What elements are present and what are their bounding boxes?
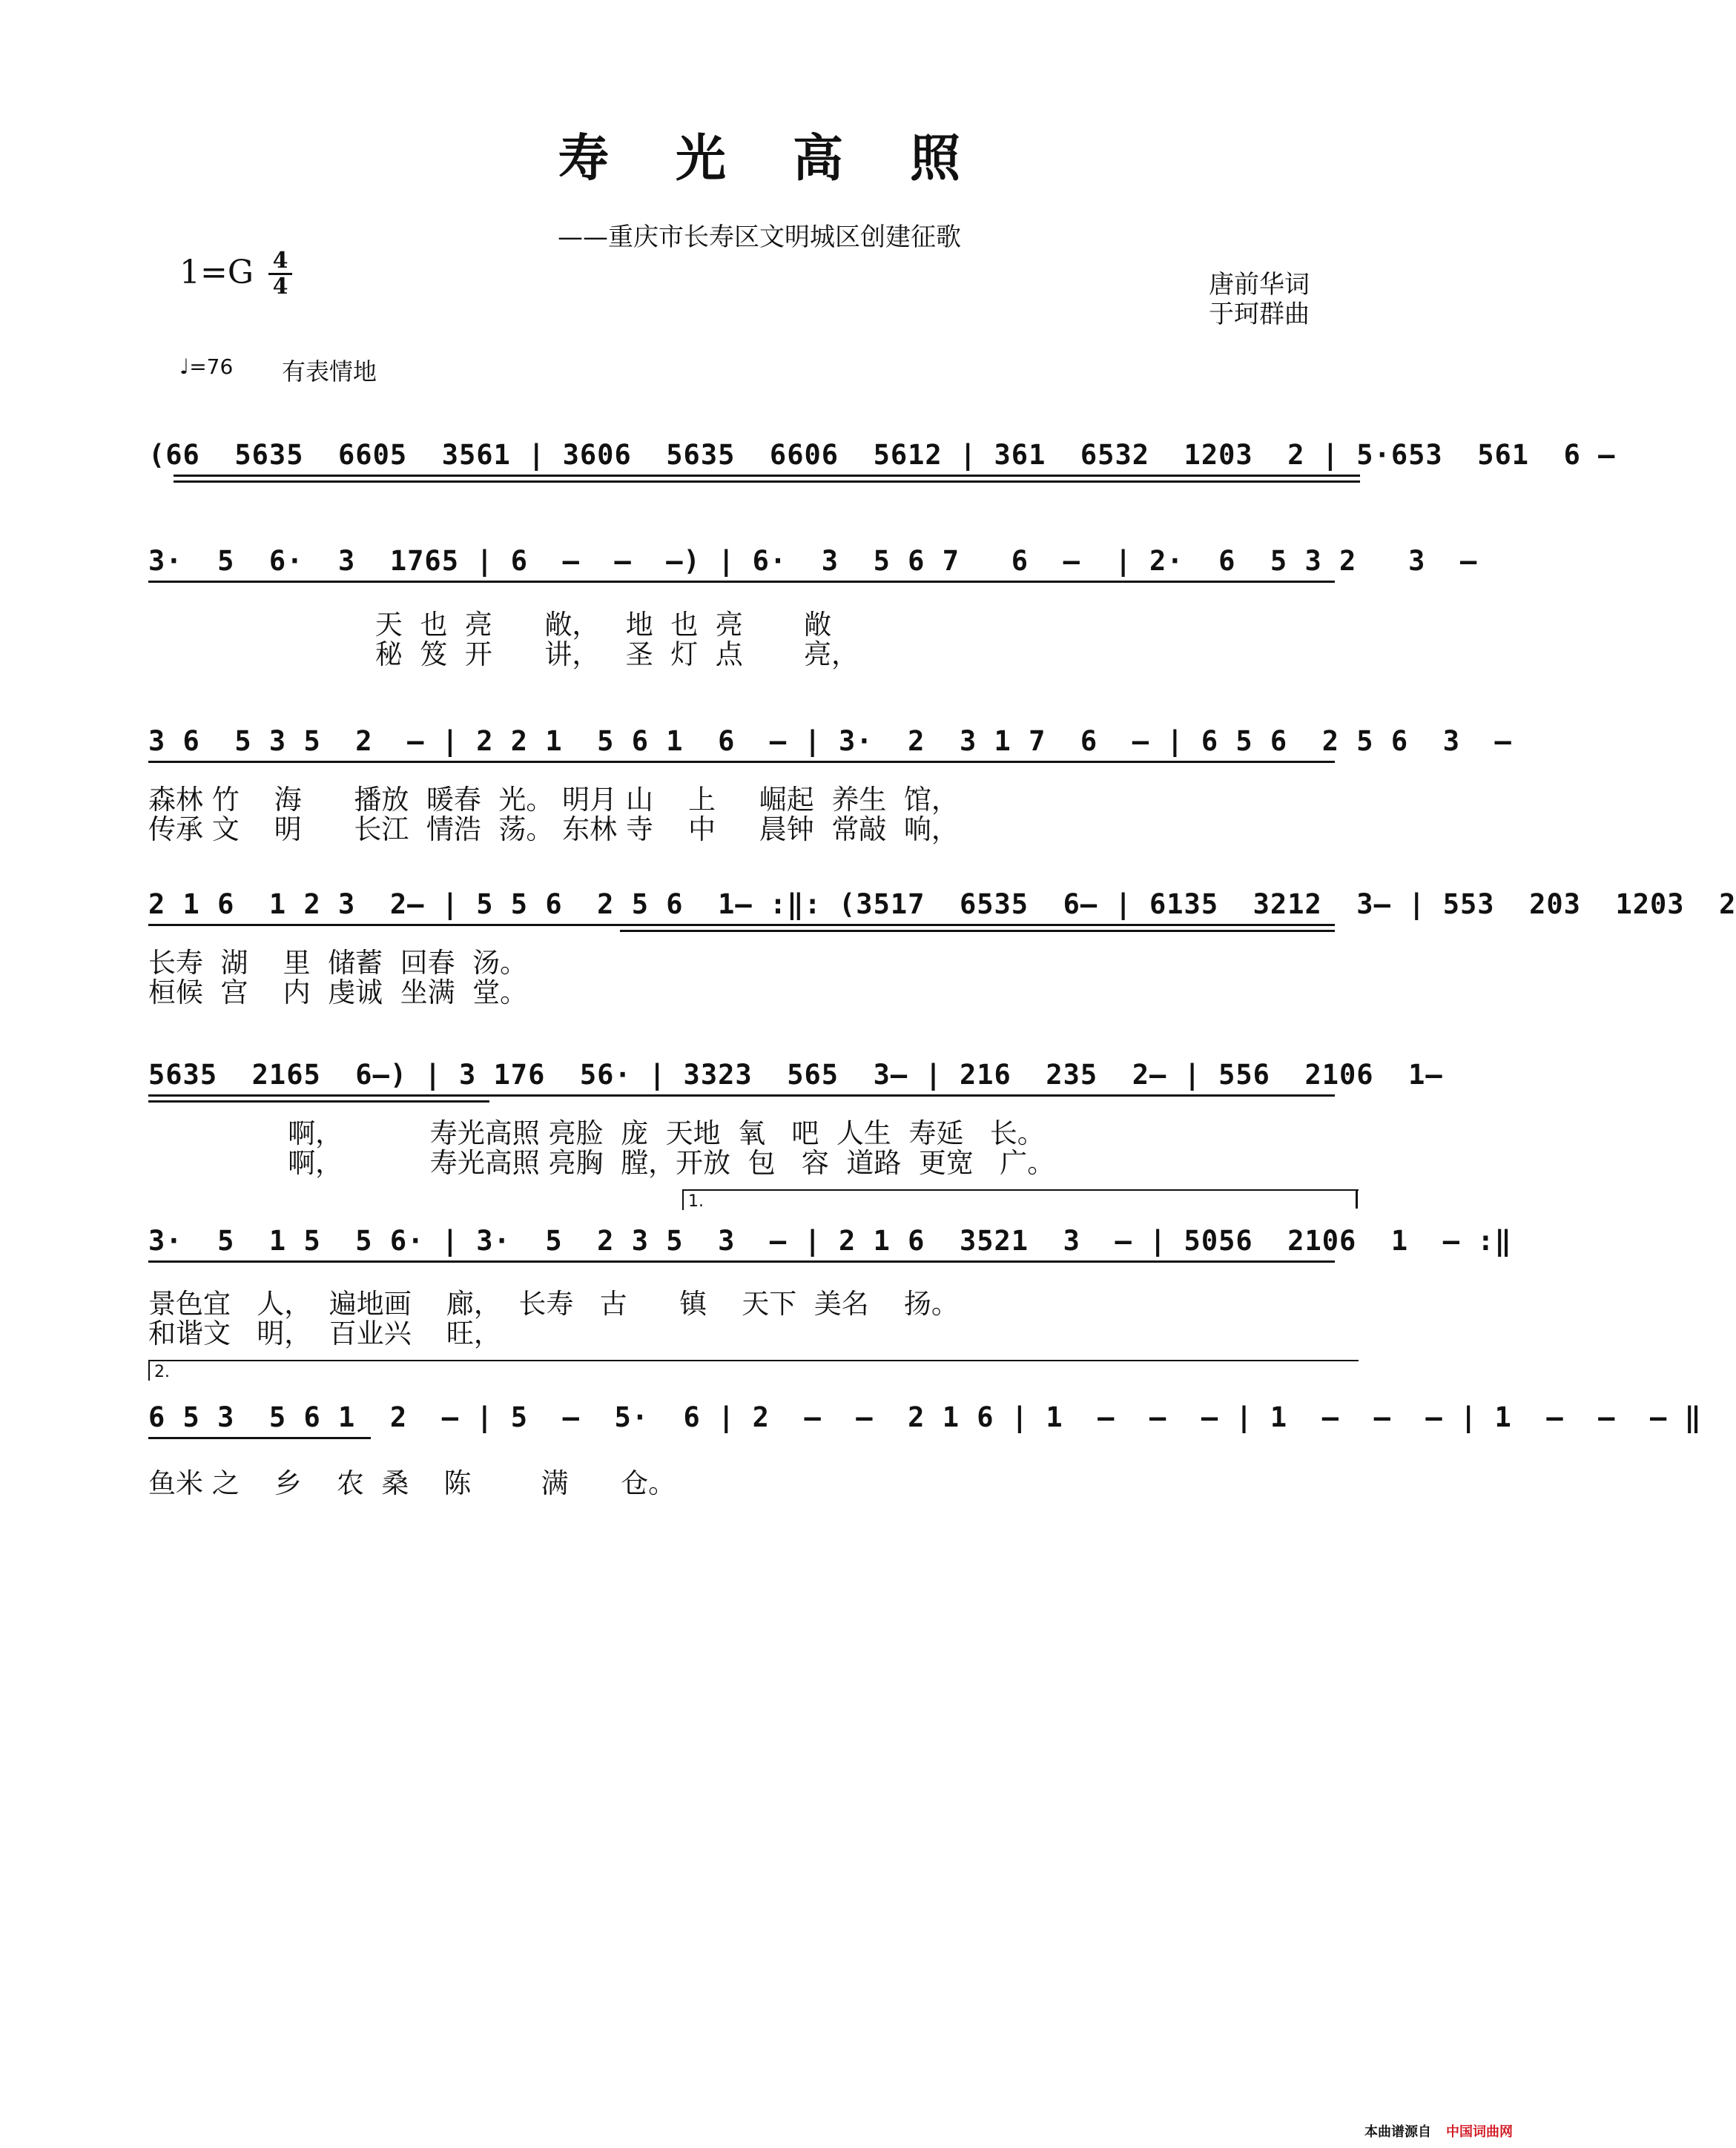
lyric-line-5-verse-2: 啊， 寿光高照 亮胸 膛，开放 包 容 道路 更宽 广。 [148,1147,1055,1179]
lyric-line-4-verse-1: 长寿 湖 里 储蓄 回春 汤。 [148,947,528,979]
lyric-line-6-verse-2: 和谐文 明， 百业兴 旺， [148,1318,501,1349]
notation-line-6: 3· 5 1 5 5 6· | 3· 5 2 3 5 3 – | 2 1 6 3521 3 – | 5056 2106 1 – :‖ [148,1225,1512,1257]
footer-source: 本曲谱源自 [1364,2124,1431,2140]
first-ending-bracket [682,1189,1359,1210]
expression-marking: 有表情地 [282,357,377,386]
time-signature [265,249,295,299]
song-title: 寿光高照 [558,129,1027,188]
notation-line-3: 3 6 5 3 5 2 – | 2 2 1 5 6 1 6 – | 3· 2 3 1 7 6 – | 6 5 6 2 5 6 3 – [148,725,1512,757]
notation-line-1: (66 5635 6605 3561 | 3606 5635 6606 5612 | 361 6532 1203 2 | 5·653 561 6 – [148,439,1616,471]
notation-line-4: 2 1 6 1 2 3 2– | 5 5 6 2 5 6 1– :‖: (3517 6535 6– | 6135 3212 3– | 553 203 1203 2 [148,888,1736,920]
lyric-line-6-verse-1: 景色宜 人， 遍地画 廊， 长寿 古 镇 天下 美名 扬。 [148,1288,959,1320]
composer-credit: 于珂群曲 [1209,300,1310,329]
tempo-marking: ♩=76 [179,354,234,379]
lyric-line-3-verse-2: 传承 文 明 长江 情浩 荡。 东林 寺 中 晨钟 常敲 响， [148,813,959,845]
time-signature-bottom: 4 [272,274,288,300]
notation-line-7: 6 5 3 5 6 1 2 – | 5 – 5· 6 | 2 – – 2 1 6 | 1 – – – | 1 – – – | 1 – – – ‖ [148,1401,1702,1433]
first-ending-label: 1. [688,1192,704,1211]
song-subtitle: ——重庆市长寿区文明城区创建征歌 [558,222,961,252]
footer-site-link[interactable]: 中国词曲网 [1446,2124,1513,2140]
key-signature: 1=G [179,254,254,291]
notation-line-5: 5635 2165 6–) | 3 176 56· | 3323 565 3– | 216 235 2– | 556 2106 1– [148,1059,1443,1091]
notation-line-2: 3· 5 6· 3 1765 | 6 – – –) | 6· 3 5 6 7 6 – | 2· 6 5 3 2 3 – [148,545,1478,577]
second-ending-label: 2. [154,1363,170,1381]
lyric-line-4-verse-2: 桓候 宫 内 虔诚 坐满 堂。 [148,976,528,1008]
lyric-line-2-verse-2: 秘 笈 开 讲， 圣 灯 点 亮， [148,638,859,670]
lyric-line-5-verse-1: 啊， 寿光高照 亮脸 庞 天地 氧 吧 人生 寿延 长。 [148,1117,1045,1149]
time-signature-top: 4 [272,248,288,274]
lyric-line-7-verse-1: 鱼米 之 乡 农 桑 陈 满 仓。 [148,1467,676,1499]
lyric-line-2-verse-1: 天 也 亮 敞， 地 也 亮 敞 [148,609,832,641]
second-ending-bracket [148,1360,1359,1381]
lyric-line-3-verse-1: 森林 竹 海 播放 暖春 光。 明月 山 上 崛起 养生 馆， [148,784,959,816]
lyricist-credit: 唐前华词 [1209,270,1310,300]
